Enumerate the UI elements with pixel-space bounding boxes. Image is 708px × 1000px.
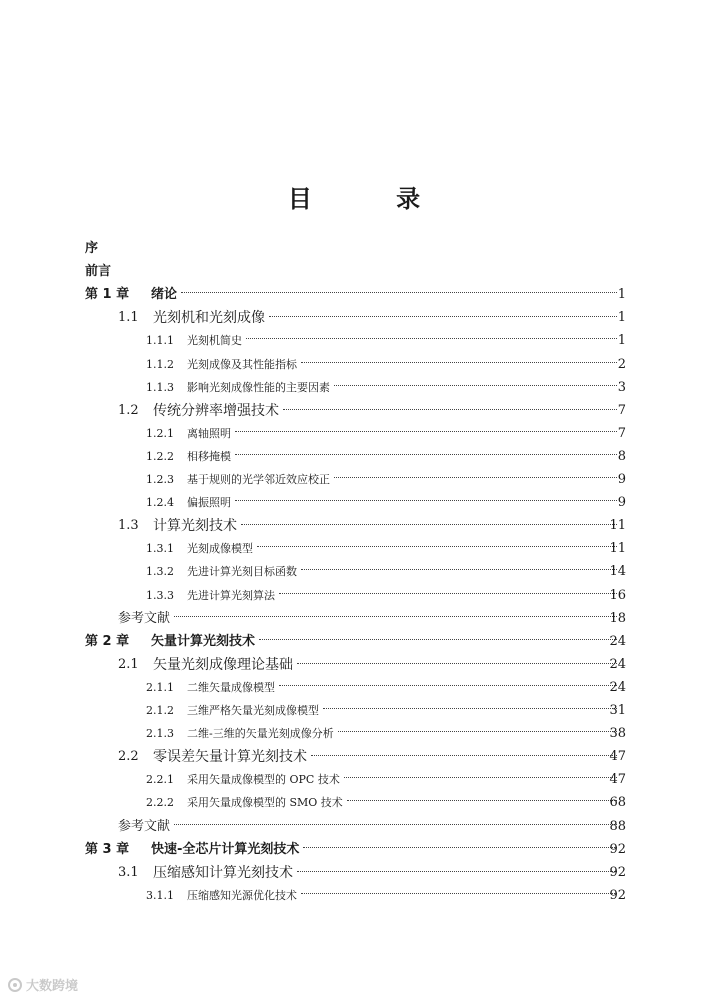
- toc-entry-section[interactable]: [0, 400, 708, 422]
- dot-leader: [338, 731, 617, 732]
- dot-leader: [301, 569, 617, 570]
- toc-entry-number: 2.1.1: [146, 680, 174, 694]
- toc-entry-label: 相移掩模: [187, 449, 231, 463]
- dot-leader: [235, 431, 617, 432]
- toc-entry-label: 先进计算光刻算法: [187, 588, 275, 602]
- dot-leader: [347, 800, 617, 801]
- toc-entry-label: 二维-三维的矢量光刻成像分析: [187, 727, 334, 741]
- watermark-text: 大数跨境: [26, 979, 79, 994]
- toc-entry-page-number: 3: [617, 379, 626, 395]
- toc-entry-section[interactable]: [0, 746, 708, 768]
- toc-entry-page-number: 1: [617, 333, 626, 349]
- toc-entry-page-number: 92: [609, 864, 626, 880]
- dot-leader: [279, 685, 617, 686]
- toc-entry-label: 采用矢量成像模型的 OPC 技术: [187, 773, 340, 787]
- toc-entry-sub[interactable]: [0, 446, 708, 468]
- toc-entry-sub[interactable]: [0, 700, 708, 722]
- toc-entry-label: 三维严格矢量光刻成像模型: [187, 704, 319, 717]
- toc-entry-section[interactable]: [0, 654, 708, 676]
- dot-leader: [246, 338, 617, 339]
- toc-entry-page-number: 7: [617, 425, 626, 441]
- dot-leader: [344, 777, 617, 778]
- toc-entry-number: 1.3.1: [146, 542, 174, 556]
- dot-leader: [235, 500, 617, 501]
- toc-entry-page-number: 24: [609, 656, 626, 672]
- dot-leader: [301, 893, 617, 894]
- toc-entry-label: 光刻成像模型: [187, 542, 253, 556]
- toc-entry-sub[interactable]: [0, 469, 708, 491]
- toc-entry-sub[interactable]: [0, 330, 708, 352]
- toc-entry-page-number: 92: [609, 887, 626, 903]
- toc-entry-sub[interactable]: [0, 723, 708, 745]
- toc-entry-number: 1.3.3: [146, 588, 174, 602]
- dot-leader: [279, 593, 617, 594]
- toc-entry-number: 2.2: [118, 749, 139, 765]
- toc-entry-sub[interactable]: [0, 538, 708, 560]
- toc-entry-page-number: 16: [609, 587, 626, 603]
- dot-leader: [323, 708, 617, 709]
- toc-entry-label: 传统分辨率增强技术: [153, 402, 279, 419]
- brand-circle-icon: [8, 978, 22, 992]
- toc-entry-label: 参考文献: [118, 818, 171, 834]
- toc-entry-sub[interactable]: [0, 769, 708, 791]
- toc-entry-label: 压缩感知计算光刻技术: [153, 864, 293, 881]
- toc-entry-number: 1.2.4: [146, 496, 174, 510]
- toc-entry-label: 绪论: [151, 287, 178, 303]
- toc-front-matter-item[interactable]: [0, 261, 708, 283]
- toc-entry-label: 快速-全芯片计算光刻技术: [151, 841, 300, 857]
- dot-leader: [181, 292, 617, 293]
- toc-entry-number: 第 2 章: [85, 633, 130, 649]
- dot-leader: [334, 385, 617, 386]
- toc-entry-section[interactable]: [0, 307, 708, 329]
- dot-leader: [297, 871, 617, 872]
- toc-entry-page-number: 31: [609, 703, 626, 718]
- toc-entry-number: 1.2.2: [146, 449, 174, 463]
- dot-leader: [241, 524, 617, 525]
- toc-entry-label: 光刻机简史: [187, 334, 242, 348]
- toc-entry-number: 2.2.1: [146, 773, 174, 787]
- toc-entry-label: 前言: [85, 264, 112, 280]
- toc-entry-label: 序: [85, 241, 99, 256]
- toc-entry-page-number: 92: [609, 841, 626, 857]
- toc-entry-label: 压缩感知光源优化技术: [187, 888, 297, 902]
- toc-entry-chapter[interactable]: [0, 839, 708, 861]
- watermark: [8, 975, 78, 994]
- dot-leader: [301, 362, 617, 363]
- toc-entry-number: 第 3 章: [85, 841, 130, 857]
- dot-leader: [303, 847, 617, 848]
- toc-entry-label: 光刻成像及其性能指标: [187, 357, 297, 371]
- toc-entry-page-number: 47: [609, 749, 626, 765]
- toc-entry-number: 1.3.2: [146, 565, 174, 579]
- toc-entry-page-number: 24: [609, 633, 626, 649]
- toc-entry-page-number: 2: [617, 356, 626, 372]
- toc-entry-number: 第 1 章: [85, 287, 130, 303]
- toc-entry-label: 计算光刻技术: [153, 518, 237, 535]
- toc-entry-sub[interactable]: [0, 561, 708, 583]
- toc-entry-section[interactable]: [0, 515, 708, 537]
- toc-entry-number: 1.1.2: [146, 357, 174, 371]
- toc-entry-number: 3.1: [118, 864, 139, 880]
- toc-entry-number: 1.2.3: [146, 473, 174, 486]
- dot-leader: [334, 477, 617, 478]
- toc-entry-sub[interactable]: [0, 885, 708, 907]
- dot-leader: [174, 824, 617, 825]
- toc-entry-page-number: 24: [609, 679, 626, 695]
- toc-entry-sub[interactable]: [0, 585, 708, 607]
- toc-entry-sub[interactable]: [0, 354, 708, 376]
- toc-entry-label: 基于规则的光学邻近效应校正: [187, 473, 330, 486]
- toc-entry-number: 3.1.1: [146, 888, 174, 902]
- toc-entry-page-number: 8: [617, 448, 626, 464]
- dot-leader: [257, 546, 617, 547]
- toc-entry-chapter[interactable]: [0, 631, 708, 653]
- toc-entry-number: 2.1.2: [146, 704, 174, 717]
- toc-entry-label: 光刻机和光刻成像: [153, 310, 265, 327]
- dot-leader: [174, 616, 617, 617]
- toc-entry-label: 二维矢量成像模型: [187, 680, 275, 694]
- toc-entry-sub[interactable]: [0, 377, 708, 399]
- page-title: 目 录: [287, 185, 459, 213]
- dot-leader: [297, 663, 617, 664]
- toc-entry-page-number: 11: [609, 518, 626, 534]
- toc-entry-page-number: 47: [609, 772, 626, 788]
- toc-entry-page-number: 88: [609, 818, 626, 834]
- toc-entry-number: 1.1.1: [146, 334, 174, 348]
- toc-entry-label: 矢量计算光刻技术: [151, 633, 256, 649]
- toc-entry-sub[interactable]: [0, 423, 708, 445]
- toc-entry-number: 1.2.1: [146, 426, 174, 440]
- toc-entry-label: 离轴照明: [187, 426, 231, 440]
- toc-entry-sub[interactable]: [0, 677, 708, 699]
- toc-entry-sub[interactable]: [0, 792, 708, 814]
- toc-entry-number: 1.3: [118, 518, 139, 534]
- toc-front-matter-item[interactable]: [0, 238, 708, 260]
- toc-entry-label: 零误差矢量计算光刻技术: [153, 749, 307, 766]
- toc-entry-label: 矢量光刻成像理论基础: [153, 656, 293, 673]
- dot-leader: [283, 409, 617, 410]
- dot-leader: [235, 454, 617, 455]
- toc-entry-sub[interactable]: [0, 492, 708, 514]
- toc-entry-page-number: 9: [617, 472, 626, 487]
- toc-entry-label: 参考文献: [118, 610, 171, 626]
- toc-entry-label: 采用矢量成像模型的 SMO 技术: [187, 796, 343, 810]
- toc-entry-page-number: 68: [609, 795, 626, 811]
- toc-entry-label: 偏振照明: [187, 496, 231, 510]
- toc-entry-page-number: 7: [617, 402, 626, 418]
- toc-entry-label: 影响光刻成像性能的主要因素: [187, 380, 330, 394]
- toc-entry-number: 2.1.3: [146, 727, 174, 741]
- toc-entry-page-number: 9: [617, 495, 626, 511]
- toc-entry-page-number: 38: [609, 726, 626, 742]
- toc-entry-page-number: 14: [609, 564, 626, 580]
- toc-entry-number: 2.1: [118, 656, 139, 672]
- toc-entry-page-number: 18: [609, 610, 626, 626]
- toc-entry-number: 1.1: [118, 310, 139, 326]
- toc-entry-page-number: 11: [609, 541, 626, 557]
- dot-leader: [259, 639, 617, 640]
- toc-entry-chapter[interactable]: [0, 284, 708, 306]
- toc-entry-ref[interactable]: [0, 608, 708, 630]
- toc-entry-page-number: 1: [617, 287, 626, 303]
- dot-leader: [311, 755, 617, 756]
- toc-entry-number: 1.1.3: [146, 380, 174, 394]
- toc-entry-ref[interactable]: [0, 816, 708, 838]
- toc-entry-page-number: 1: [617, 310, 626, 326]
- toc-entry-number: 2.2.2: [146, 796, 174, 810]
- toc-entry-number: 1.2: [118, 402, 139, 418]
- dot-leader: [269, 316, 617, 317]
- toc-entry-section[interactable]: [0, 862, 708, 884]
- toc-entry-label: 先进计算光刻目标函数: [187, 565, 297, 579]
